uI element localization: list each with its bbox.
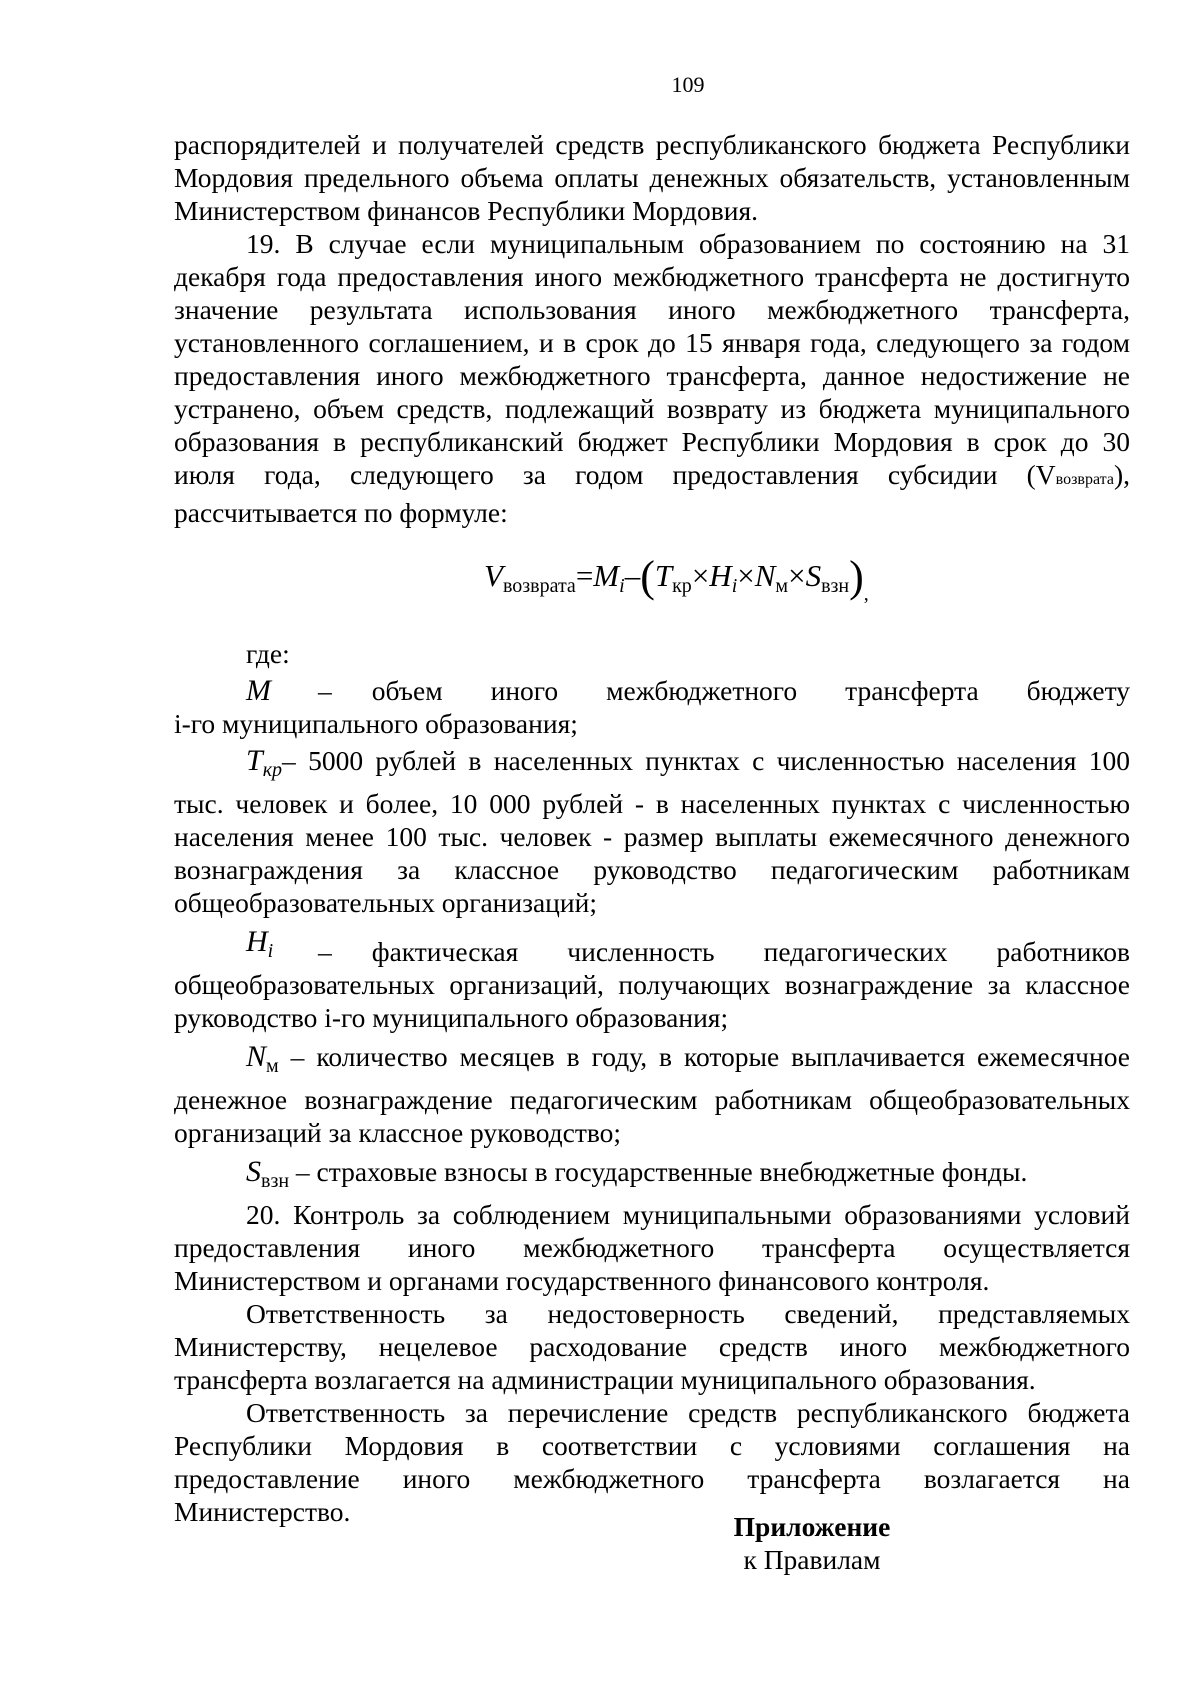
definition-n-sub: м <box>266 1055 279 1077</box>
formula-s: S <box>805 558 822 593</box>
paragraph-responsibility-1: Ответственность за недостоверность сведений, представляемых Министерству, нецелевое расходование средств иного межбюджетного трансферта возлагается на администрации муниципального образования. <box>174 1298 1130 1395</box>
definition-s-sub: взн <box>261 1170 290 1192</box>
return-formula <box>174 551 1130 619</box>
appendix-heading <box>712 1510 912 1576</box>
paragraph-19-v-sub: возврата <box>1055 471 1114 488</box>
page-number: 109 <box>671 72 705 97</box>
definition-s <box>174 1155 1130 1198</box>
paragraph-intro: распорядителей и получателей средств республиканского бюджета Республики Мордовия предельного объема оплаты денежных обязательств, установленным Министерством финансов Республики Мордовия. <box>174 129 1130 226</box>
formula-n-sub: м <box>775 575 789 597</box>
formula-minus: – <box>624 558 641 593</box>
paragraph-19 <box>174 227 1130 529</box>
formula-s-sub: взн <box>821 575 850 597</box>
formula-eq: = <box>575 558 594 593</box>
definition-t-text: – 5000 рублей в населенных пунктах с численностью населения 100 тыс. человек и более, 10 000 рублей - в населенных пунктах с численностью населения менее 100 тыс. человек - размер выплаты ежемесячного денежного вознаграждения за классное руководство педагогическим работникам общеобразовательных организаций; <box>174 745 1130 918</box>
definition-h-first-line: – фактическая численность педагогических работников <box>318 936 1130 967</box>
paragraph-19-end: ), рассчитывается по формуле: <box>174 459 1130 528</box>
formula-times-1: × <box>691 558 710 593</box>
formula-m: M <box>593 558 620 593</box>
formula-h-sub: i <box>731 575 738 597</box>
formula-h: H <box>709 558 732 593</box>
definition-s-symbol: S <box>246 1155 261 1188</box>
definition-m <box>174 674 1130 707</box>
appendix-title: Приложение <box>733 1511 891 1542</box>
paragraph-19-text: 19. В случае если муниципальным образованием по состоянию на 31 декабря года предоставления иного межбюджетного трансферта не достигнуто значение результата использования иного межбюджетного трансферта, установленного соглашением, и в срок до 15 января года, следующего за годом предоставления иного межбюджетного трансферта, данное недостижение не устранено, объем средств, подлежащий возврату из бюджета муниципального образования в республиканский бюджет Республики Мордовия в срок до 30 июля года, следующего за годом предоставления субсидии ( <box>174 228 1130 490</box>
definition-t-symbol: T <box>246 744 263 777</box>
definition-t-sub: кр <box>262 759 283 781</box>
appendix-subtitle: к Правилам <box>743 1544 881 1575</box>
paragraph-responsibility-2: Ответственность за перечисление средств республиканского бюджета Республики Мордовия в соответствии с условиями соглашения на предоставление иного межбюджетного трансферта возлагается на Министерство. <box>174 1397 1130 1527</box>
definition-m-symbol: M <box>246 674 271 707</box>
formula-close-paren: ) <box>849 552 864 601</box>
formula-t: T <box>654 558 673 593</box>
document-body <box>174 128 1130 1528</box>
definition-n-text: – количество месяцев в году, в которые выплачивается ежемесячное денежное вознаграждение педагогическим работникам общеобразовательных организаций за классное руководство; <box>174 1041 1130 1148</box>
formula-comma: , <box>863 583 869 605</box>
formula-n: N <box>754 558 776 593</box>
formula-times-2: × <box>737 558 755 593</box>
definition-n <box>174 1040 1130 1149</box>
formula-open-paren: ( <box>640 552 655 601</box>
paragraph-19-v: V <box>1035 459 1056 490</box>
definition-n-symbol: N <box>246 1040 267 1073</box>
paragraph-20: 20. Контроль за соблюдением муниципальными образованиями условий предоставления иного межбюджетного трансферта осуществляется Министерством и органами государственного финансового контроля. <box>174 1199 1130 1296</box>
definition-m-first-line: – объем иного межбюджетного трансферта бюджету <box>318 675 1130 706</box>
definition-h-rest: общеобразовательных организаций, получающих вознаграждение за классное руководство i-го муниципального образования; <box>174 969 1130 1033</box>
formula-t-sub: кр <box>672 575 692 597</box>
definition-h <box>174 925 1130 968</box>
definition-s-text: – страховые взносы в государственные внебюджетные фонды. <box>289 1156 1028 1187</box>
definition-t <box>174 744 1130 919</box>
formula-m-sub: i <box>619 575 625 597</box>
definition-h-symbol: $H_i$ <box>246 925 274 962</box>
formula-v: V <box>484 558 503 593</box>
where-label: где: <box>246 638 290 669</box>
definition-m-rest: i-го муниципального образования; <box>174 708 578 739</box>
formula-times-3: × <box>788 558 806 593</box>
formula-v-sub: возврата <box>502 575 576 597</box>
